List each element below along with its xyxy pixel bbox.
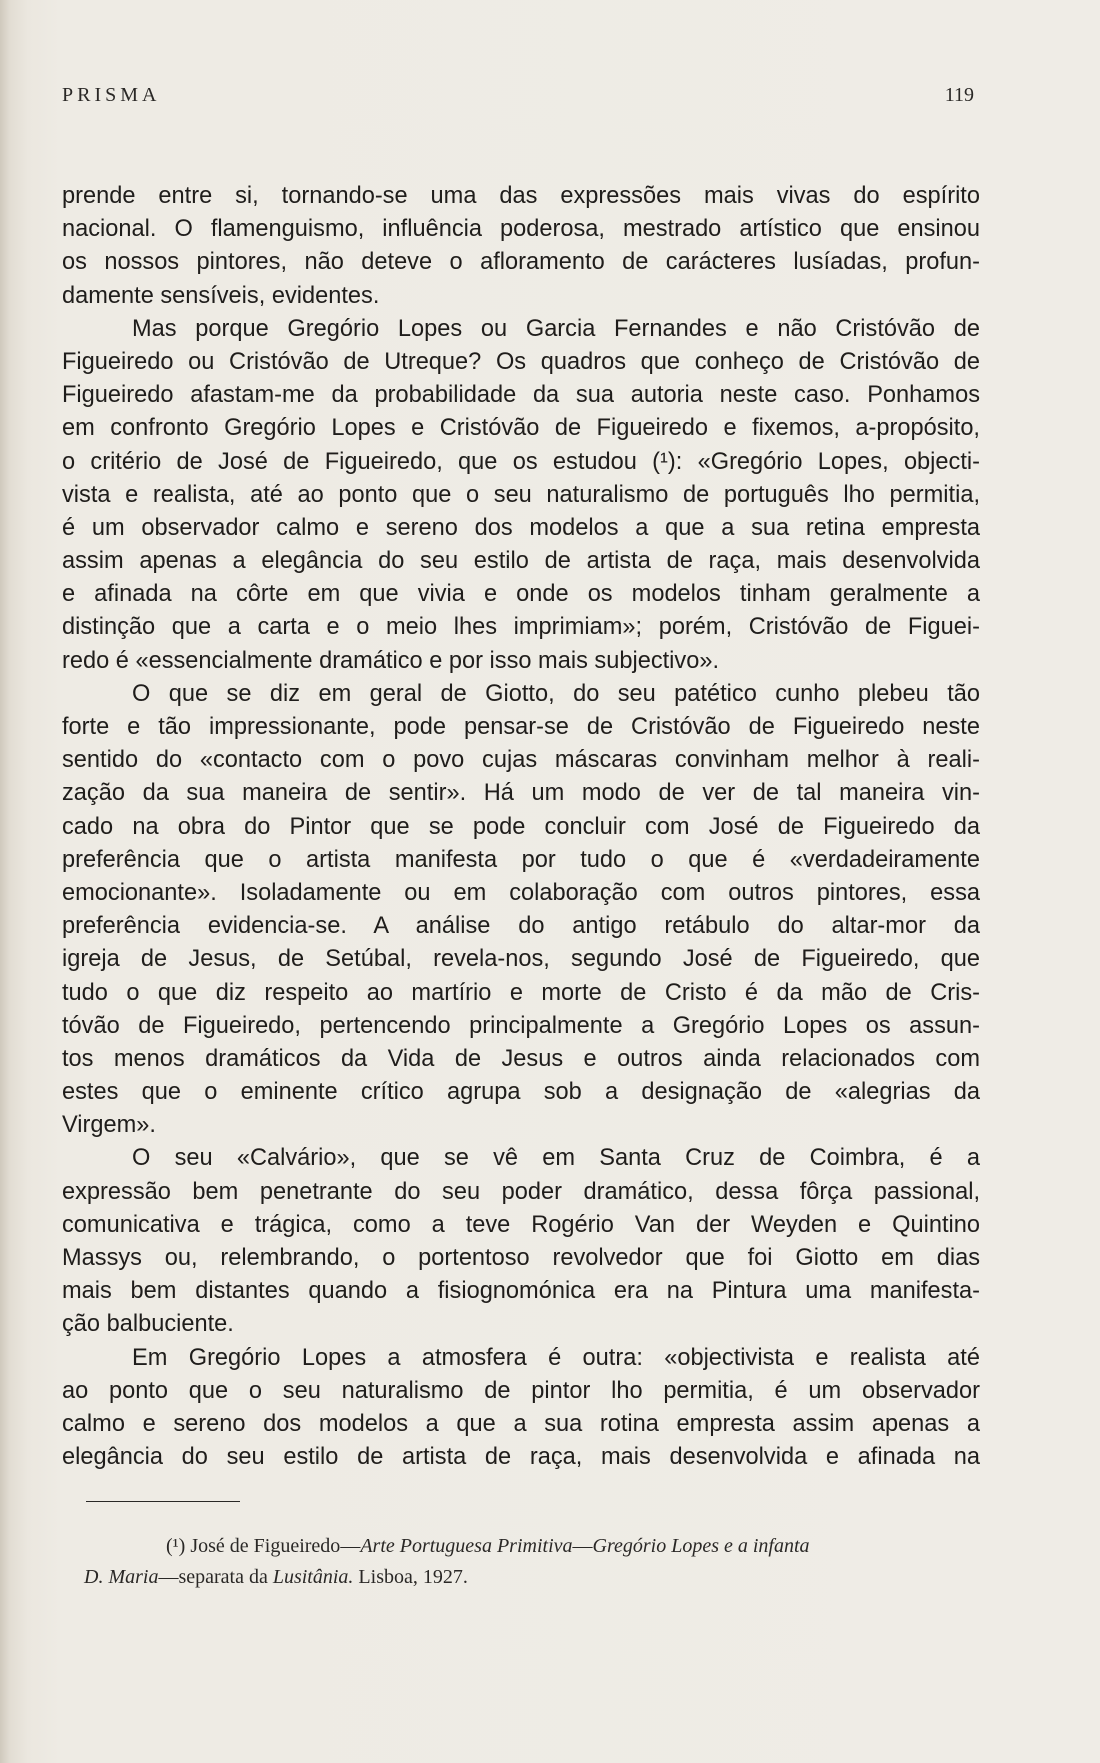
body-line: cado na obra do Pintor que se pode concluir com José de Figueiredo da (62, 813, 980, 840)
body-line: os nossos pintores, não deteve o afloramento de carácteres lusíadas, profun- (62, 249, 980, 276)
body-line: O seu «Calvário», que se vê em Santa Cruz de Coimbra, é a (132, 1145, 980, 1172)
body-line: mais bem distantes quando a fisiognomónica era na Pintura uma manifesta- (62, 1278, 980, 1305)
footnotes (84, 1531, 994, 1593)
body-text (62, 180, 980, 1474)
body-line: forte e tão impressionante, pode pensar-se de Cristóvão de Figueiredo neste (62, 714, 980, 740)
body-line: vista e realista, até ao ponto que o seu naturalismo de português lho permitia, (62, 481, 980, 508)
footnote-journal: Lusitânia. (272, 1566, 354, 1588)
footnote-dash: — (572, 1535, 593, 1557)
body-line: calmo e sereno dos modelos a que a sua rotina empresta assim apenas a (62, 1410, 980, 1437)
body-line: Figueiredo ou Cristóvão de Utreque? Os quadros que conheço de Cristóvão de (62, 348, 980, 375)
footnote-separata: separata da (178, 1566, 268, 1588)
body-line: assim apenas a elegância do seu estilo de artista de raça, mais desenvolvida (62, 548, 980, 575)
footnote-subtitle-part2: D. Maria (84, 1566, 159, 1588)
body-line: ção balbuciente. (62, 1311, 234, 1338)
footnote-dash: — (158, 1566, 179, 1588)
body-line: zação da sua maneira de sentir». Há um modo de ver de tal maneira vin- (62, 780, 980, 807)
running-head: PRISMA (62, 84, 161, 106)
body-line: elegância do seu estilo de artista de raça, mais desenvolvida e afinada na (62, 1444, 980, 1471)
footnote-separator (86, 1501, 240, 1502)
body-line: prende entre si, tornando-se uma das expressões mais vivas do espírito (62, 183, 980, 209)
footnote-dash: — (340, 1535, 361, 1557)
body-line: Virgem». (62, 1112, 156, 1139)
body-line: emocionante». Isoladamente ou em colaboração com outros pintores, essa (62, 879, 980, 906)
body-line: redo é «essencialmente dramático e por isso mais subjectivo». (62, 647, 720, 674)
footnote-marker: (¹) (166, 1535, 186, 1557)
body-line: distinção que a carta e o meio lhes imprimiam»; porém, Cristóvão de Figuei- (62, 614, 980, 641)
body-line: Massys ou, relembrando, o portentoso revolvedor que foi Giotto em dias (62, 1245, 980, 1271)
body-line: e afinada na côrte em que vivia e onde os modelos tinham geralmente a (62, 581, 980, 608)
body-line: damente sensíveis, evidentes. (62, 282, 380, 309)
page-number: 119 (944, 84, 974, 106)
footnote-subtitle-part1: Gregório Lopes e a infanta (592, 1535, 810, 1557)
footnote-line-1 (84, 1531, 994, 1562)
body-line: igreja de Jesus, de Setúbal, revela-nos, segundo José de Figueiredo, que (62, 946, 980, 973)
body-line: estes que o eminente crítico agrupa sob a designação de «alegrias da (62, 1079, 980, 1106)
body-line: comunicativa e trágica, como a teve Rogério Van der Weyden e Quintino (62, 1211, 980, 1238)
body-line: Figueiredo afastam-me da probabilidade da sua autoria neste caso. Ponhamos (62, 382, 980, 409)
body-line: expressão bem penetrante do seu poder dramático, dessa fôrça passional, (62, 1178, 980, 1205)
body-line: nacional. O flamenguismo, influência poderosa, mestrado artístico que ensinou (62, 216, 980, 243)
footnote-author: José de Figueiredo (190, 1535, 341, 1557)
body-line: sentido do «contacto com o povo cujas máscaras convinham melhor à reali- (62, 747, 980, 774)
body-line: ao ponto que o seu naturalismo de pintor lho permitia, é um observador (62, 1377, 980, 1404)
page-header (62, 84, 974, 110)
body-line: Em Gregório Lopes a atmosfera é outra: «objectivista e realista até (132, 1344, 980, 1371)
body-line: Mas porque Gregório Lopes ou Garcia Fernandes e não Cristóvão de (132, 315, 980, 342)
body-line: O que se diz em geral de Giotto, do seu patético cunho plebeu tão (132, 680, 980, 707)
footnote-place-year: Lisboa, 1927. (358, 1566, 468, 1588)
body-line: em confronto Gregório Lopes e Cristóvão de Figueiredo e fixemos, a-propósito, (62, 415, 980, 442)
body-line: tudo o que diz respeito ao martírio e morte de Cristo é da mão de Cris- (62, 979, 980, 1006)
body-line: preferência evidencia-se. A análise do antigo retábulo do altar-mor da (62, 913, 980, 940)
body-line: o critério de José de Figueiredo, que os estudou (¹): «Gregório Lopes, objecti- (62, 448, 980, 475)
body-line: é um observador calmo e sereno dos modelos a que a sua retina empresta (62, 514, 980, 541)
body-line: tóvão de Figueiredo, pertencendo principalmente a Gregório Lopes os assun- (62, 1012, 980, 1039)
footnote-line-2 (84, 1562, 994, 1593)
footnote-work-title: Arte Portuguesa Primitiva (360, 1535, 573, 1557)
body-line: tos menos dramáticos da Vida de Jesus e outros ainda relacionados com (62, 1045, 980, 1072)
body-line: preferência que o artista manifesta por tudo o que é «verdadeiramente (62, 846, 980, 873)
